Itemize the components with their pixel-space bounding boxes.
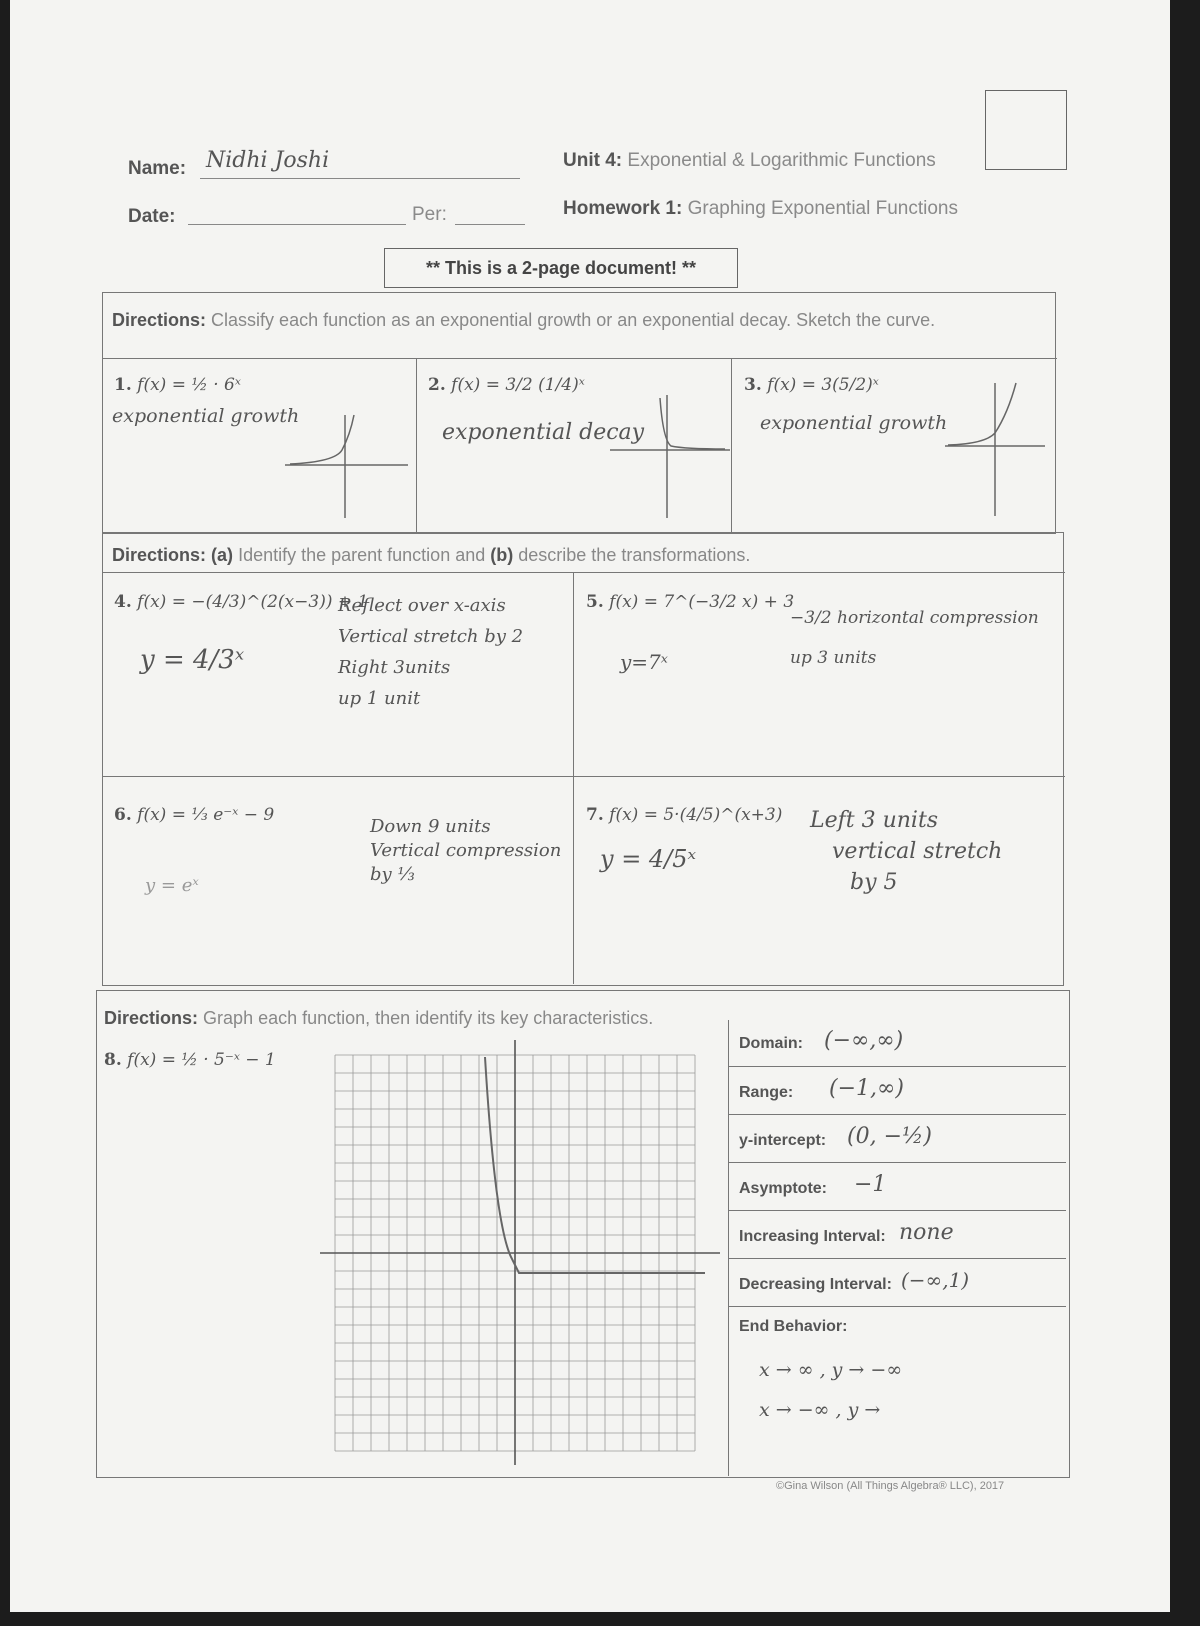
problem-3-function: 3. f(x) = 3(5/2)ˣ — [744, 375, 879, 395]
section1-col-divider-1 — [416, 358, 417, 532]
coordinate-grid — [315, 1040, 725, 1470]
problem-5-transforms: −3/2 horizontal compression up 3 units — [790, 608, 1039, 668]
domain-row: Domain: (−∞,∞) — [729, 1020, 1066, 1067]
end-behavior-values: x → ∞ , y → −∞ x → −∞ , y → — [759, 1359, 903, 1421]
copyright-footer: ©Gina Wilson (All Things Algebra® LLC), 2017 — [776, 1480, 1005, 1492]
section3-directions: Directions: Graph each function, then identify its key characteristics. — [104, 1008, 654, 1028]
problem-8-function: 8. f(x) = ½ · 5⁻ˣ − 1 — [104, 1050, 276, 1070]
problem-4-parent: y = 4/3ˣ — [140, 645, 245, 675]
problem-3-answer: exponential growth — [760, 412, 948, 434]
y-intercept-row: y-intercept: (0, −½) — [729, 1114, 1066, 1163]
name-value: Nidhi Joshi — [206, 148, 330, 173]
problem-7-transforms: Left 3 units vertical stretch by 5 — [810, 808, 1003, 895]
problem-4-transforms: Reflect over x-axis Vertical stretch by 2 Right 3units up 1 unit — [338, 595, 524, 709]
problem-1-sketch — [280, 410, 410, 520]
per-label: Per: — [412, 204, 447, 225]
problem-2-answer: exponential decay — [442, 420, 645, 445]
problem-1-answer: exponential growth — [112, 405, 300, 427]
range-row: Range: (−1,∞) — [729, 1066, 1066, 1115]
end-behavior-label: End Behavior: — [739, 1318, 848, 1335]
problem-6-parent: y = eˣ — [145, 875, 199, 896]
problem-7-function: 7. f(x) = 5·(4/5)^(x+3) — [586, 805, 783, 825]
problem-2-sketch — [605, 390, 735, 520]
section2-divider — [102, 572, 1065, 573]
section1-divider — [102, 358, 1057, 359]
problem-7-parent: y = 4/5ˣ — [600, 845, 697, 873]
asymptote-row: Asymptote: −1 — [729, 1162, 1066, 1211]
section2-col-divider — [573, 572, 574, 984]
unit-heading: Unit 4: Exponential & Logarithmic Functions — [563, 150, 936, 171]
date-label: Date: — [128, 206, 176, 227]
increasing-interval-row: Increasing Interval: none — [729, 1210, 1066, 1259]
graphed-curve — [485, 1057, 705, 1273]
name-label: Name: — [128, 158, 187, 179]
problem-2-function: 2. f(x) = 3/2 (1/4)ˣ — [428, 375, 585, 395]
section1-directions: Directions: Classify each function as an exponential growth or an exponential decay. Sketch the curve. — [112, 310, 936, 330]
homework-heading: Homework 1: Graphing Exponential Functions — [563, 198, 958, 219]
decreasing-interval-row: Decreasing Interval: (−∞,1) — [729, 1258, 1066, 1307]
date-line — [188, 200, 406, 225]
notice-text: ** This is a 2-page document! ** — [425, 258, 697, 278]
problem-5-parent: y=7ˣ — [620, 650, 668, 674]
notice-box — [384, 248, 738, 288]
section2-row-divider — [102, 776, 1065, 777]
name-line — [200, 148, 520, 179]
problem-5-function: 5. f(x) = 7^(−3/2 x) + 3 — [586, 592, 795, 612]
score-box — [985, 90, 1067, 170]
problem-6-function: 6. f(x) = ⅓ e⁻ˣ − 9 — [114, 805, 275, 825]
problem-4-function: 4. f(x) = −(4/3)^(2(x−3)) + 1 — [114, 592, 369, 612]
problem-1-function: 1. f(x) = ½ · 6ˣ — [114, 375, 241, 395]
problem-3-sketch — [940, 378, 1050, 518]
characteristics-panel — [728, 1020, 1069, 1476]
problem-6-transforms: Down 9 units Vertical compression by ⅓ — [370, 816, 562, 885]
section2-directions: Directions: (a) Identify the parent function and (b) describe the transformations. — [112, 545, 751, 565]
worksheet-page — [10, 0, 1170, 1612]
per-line — [455, 200, 525, 225]
